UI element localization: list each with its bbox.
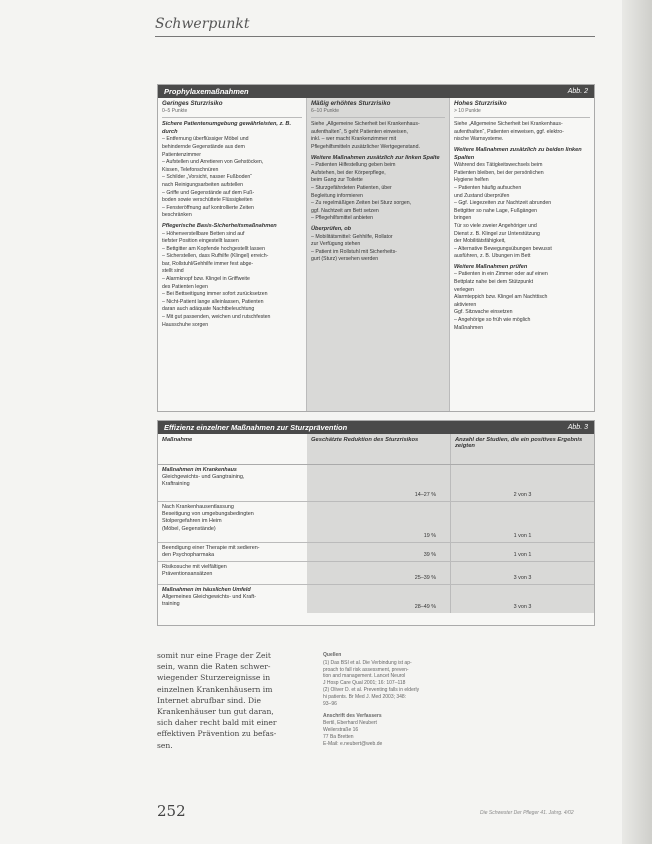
- measure-line: – Schilder „Vorsicht, nasser Fußboden“: [162, 174, 252, 181]
- sources-title: Quellen: [323, 652, 342, 658]
- risk-column-points: 6–10 Punkte: [311, 108, 445, 119]
- measure-line: Begleitung informieren: [311, 192, 363, 199]
- header-measure: Maßnahme: [162, 437, 193, 443]
- measure-line: Ggf. Sitzwache einsetzen: [454, 309, 513, 316]
- measure-line: Während des Tätigkeitswechsels beim: [454, 162, 543, 169]
- measure-line: Dienst z. B. Klingel zur Unterstützung: [454, 230, 540, 237]
- measure-line: tiefster Position eingestellt lassen: [162, 238, 239, 245]
- risk-column-heading: Hohes Sturzrisiko: [454, 100, 507, 107]
- section-title: Schwerpunkt: [155, 16, 250, 32]
- measure-line: – Patient im Rollstuhl mit Sicherheits-: [311, 248, 397, 255]
- measure-line: – Entfernung überflüssiger Möbel und: [162, 136, 249, 143]
- measure-line: aufenthalten“, 5 geht Patienten einweisen,: [311, 128, 408, 135]
- measure-block-heading: Pflegerische Basis-Sicherheitsmaßnahmen: [162, 222, 277, 229]
- measure-text: Kraftraining: [162, 481, 190, 488]
- measure-line: Kissen, Telefonschnüren: [162, 166, 219, 173]
- efficiency-title-bar: [158, 421, 594, 434]
- reduction-cell: 14–27 %: [307, 465, 450, 501]
- measure-line: stellt sind: [162, 268, 184, 275]
- measure-line: – Mit gut passenden, weichen und rutschfesten: [162, 314, 271, 321]
- measure-text: Risikosuche mit vielfältigen: [162, 564, 227, 570]
- reduction-cell: 25–39 %: [307, 562, 450, 584]
- measure-cell: [158, 502, 307, 542]
- measure-line: – Patienten häufig aufsuchen: [454, 184, 522, 191]
- address-title: Anschrift des Verfassers: [323, 713, 382, 720]
- risk-column-heading: Mäßig erhöhtes Sturzrisiko: [311, 100, 391, 107]
- page-number: 252: [157, 802, 186, 820]
- measure-line: Hausschuhe sorgen: [162, 321, 209, 328]
- sources-block: [323, 652, 443, 747]
- measure-line: Maßnahmen: [454, 324, 484, 331]
- source-line: tion and management. Lancet Neurol: [323, 673, 406, 680]
- measure-text: den Psychopharmaka: [162, 552, 215, 559]
- risk-column: [158, 98, 307, 411]
- measure-line: – Sturzgefährdeten Patienten, über: [311, 184, 392, 191]
- measure-block-heading: Überprüfen, ob: [311, 225, 352, 232]
- studies-cell: 2 von 3: [450, 465, 594, 501]
- body-line: somit nur eine Frage der Zeit: [157, 651, 271, 660]
- body-line: sein, wann die Raten schwer-: [157, 662, 271, 672]
- measure-line: Tür so viele zweier Angehöriger und: [454, 222, 537, 229]
- body-line: einzelnen Krankenhäusern im: [157, 684, 273, 694]
- measure-block-heading: Weitere Maßnahmen zusätzlich zu beiden linken Spalten: [454, 146, 582, 161]
- header-studies: Anzahl der Studien, die ein positives Ergebnis zeigten: [450, 434, 594, 464]
- measure-cell: [158, 562, 307, 584]
- measure-line: – Ggf. Liegezeiten zur Nachtzeit abrunden: [454, 200, 552, 207]
- measure-text: Präventionsansätzen: [162, 571, 213, 578]
- measure-group-heading: Maßnahmen im häuslichen Umfeld: [162, 587, 251, 593]
- measure-line: Hygiene helfen: [454, 177, 489, 184]
- address-line: E-Mail: e.neubert@web.de: [323, 740, 383, 747]
- measure-line: Siehe „Allgemeine Sicherheit bei Krankenhaus-: [311, 121, 420, 128]
- measure-group-heading: Maßnahmen im Krankenhaus: [162, 467, 237, 473]
- prophylaxis-table: [157, 84, 595, 412]
- measure-line: beschränken: [162, 212, 192, 219]
- studies-cell: 1 von 1: [450, 502, 594, 542]
- measure-line: Patienten bleiben, bei der persönlichen: [454, 169, 544, 176]
- body-line: Krankenhäuser tun gut daran,: [157, 707, 274, 717]
- measure-line: – Höhenverstellbare Betten sind auf: [162, 230, 245, 237]
- prophylaxis-title: Prophylaxemaßnahmen: [164, 87, 249, 96]
- measure-text: (Möbel, Gegenstände): [162, 525, 216, 532]
- article-body-text: [157, 650, 305, 751]
- measure-line: Pflegehilfsmitteln zusätzlicher Wertgegenstand.: [311, 143, 420, 150]
- measure-text: Nach Krankenhausentlassung: [162, 504, 234, 510]
- measure-text: Beseitigung von umgebungsbedingten: [162, 511, 254, 518]
- measure-line: – Nicht-Patient lange alleinlassen, Patienten: [162, 298, 264, 305]
- body-line: sen.: [157, 740, 173, 750]
- measure-line: nach Reinigungsarbeiten aufstellen: [162, 181, 244, 188]
- table-row: [158, 543, 594, 562]
- measure-line: der Mobilitätsfähigkeit,: [454, 238, 506, 245]
- measure-line: Aufstehen, bei der Körperpflege,: [311, 169, 386, 176]
- risk-column-points: > 10 Punkte: [454, 108, 590, 119]
- source-line: proach to fall risk assessment, preven-: [323, 666, 409, 673]
- source-line: hi patients. Br Med J. Med 2003; 348:: [323, 693, 407, 700]
- measure-line: Alarmteppich bzw. Klingel am Nachttisch: [454, 294, 548, 301]
- measure-cell: [158, 465, 307, 501]
- efficiency-figure-label: Abb. 3: [567, 424, 588, 431]
- risk-column: [307, 98, 450, 411]
- measure-block-heading: Weitere Maßnahmen prüfen: [454, 263, 528, 270]
- measure-line: – Patienten Hilfestellung geben beim: [311, 162, 396, 169]
- table-row: [158, 562, 594, 585]
- measure-text: Stolpergefahren im Heim: [162, 518, 222, 525]
- measure-line: – Angehörige so früh wie möglich: [454, 317, 531, 324]
- measure-line: – Bettgitter am Kopfende hochgestellt lassen: [162, 245, 265, 252]
- measure-line: beim Gang zur Toilette: [311, 177, 363, 184]
- source-line: J Hosp Care Qual 2001; 16: 107–118: [323, 680, 406, 687]
- journal-footer: Die Schwester Der Pfleger 41. Jahrg. 4/02: [480, 810, 574, 816]
- body-line: wiegender Sturzereignisse in: [157, 673, 271, 683]
- measure-block-heading: Sichere Patientenumgebung gewährleisten, z. B. durch: [162, 121, 291, 135]
- measure-text: Beendigung einer Therapie mit sedieren-: [162, 545, 260, 551]
- studies-cell: 3 von 3: [450, 585, 594, 613]
- address-lines: [323, 720, 443, 747]
- page-edge-shadow: [622, 0, 652, 844]
- measure-line: behindernde Gegenstände aus dem: [162, 143, 245, 150]
- source-line: 93–96: [323, 700, 337, 707]
- measure-line: bar, Rollstuhl/Gehhilfe immer fest abge-: [162, 260, 254, 267]
- measure-line: – Griffe und Gegenstände auf dem Fuß-: [162, 189, 255, 196]
- measure-line: – Sicherstellen, dass Rufhilfe (Klingel) erreich-: [162, 253, 269, 260]
- body-line: Internet abrufbar sind. Die: [157, 695, 261, 705]
- measure-line: nische Warnsysteme.: [454, 136, 504, 143]
- studies-cell: 1 von 1: [450, 543, 594, 561]
- measure-line: aufenthalten“, Patienten einweisen, ggf. elektro-: [454, 128, 564, 135]
- body-line: effektiven Prävention zu befas-: [157, 729, 277, 739]
- measure-line: Siehe „Allgemeine Sicherheit bei Krankenhaus-: [454, 121, 563, 128]
- sources-list: [323, 660, 443, 708]
- measure-line: inkl. – wer macht Krankenzimmer mit: [311, 136, 397, 143]
- measure-line: aktivieren: [454, 301, 477, 308]
- measure-line: – Bei Bettseitigung immer sofort zurücksetzen: [162, 291, 268, 298]
- studies-cell: 3 von 3: [450, 562, 594, 584]
- measure-line: – Pflegehilfsmittel anbieten: [311, 215, 373, 222]
- measure-line: – Zu regelmäßigen Zeiten bei Sturz sorgen,: [311, 200, 412, 207]
- measure-line: – Fensteröffnung auf kontrollierte Zeiten: [162, 204, 254, 211]
- measure-line: – Mobilitätsmittel: Gehhilfe, Rollator: [311, 233, 393, 240]
- efficiency-title: Effizienz einzelner Maßnahmen zur Sturzprävention: [164, 423, 348, 432]
- efficiency-rows: [158, 465, 594, 613]
- table-row: [158, 465, 594, 502]
- measure-text: training: [162, 601, 180, 608]
- measure-cell: [158, 543, 307, 561]
- measure-line: – Aufstellen und Arretieren von Gehstöcken,: [162, 159, 264, 166]
- measure-line: boden sowie verschüttete Flüssigkeiten: [162, 197, 253, 204]
- risk-column-points: 0–5 Punkte: [162, 108, 302, 119]
- source-line: (2) Oliver D. et al. Preventing falls in elderly: [323, 686, 420, 693]
- address-line: Weilerstraße 16: [323, 726, 359, 733]
- reduction-cell: 28–49 %: [307, 585, 450, 613]
- reduction-cell: 39 %: [307, 543, 450, 561]
- efficiency-header-row: [158, 434, 594, 465]
- measure-text: Allgemeines Gleichgewichts- und Kraft-: [162, 594, 257, 601]
- measure-line: und Zustand überprüfen: [454, 192, 510, 199]
- measure-line: – Alternative Bewegungsübungen bewusst: [454, 245, 552, 252]
- body-line: sich daher recht bald mit einer: [157, 718, 277, 728]
- measure-line: ggf. Nachtzeit am Bett setzen: [311, 207, 379, 214]
- measure-text: Gleichgewichts- und Gangtraining,: [162, 474, 245, 481]
- measure-line: verlegen: [454, 286, 474, 293]
- header-rule: [155, 36, 595, 37]
- risk-column-heading: Geringes Sturzrisiko: [162, 100, 223, 107]
- efficiency-table: [157, 420, 595, 626]
- measure-cell: [158, 585, 307, 613]
- address-line: Bertil, Eberhard Neubert: [323, 720, 377, 727]
- measure-line: – Patienten in ein Zimmer oder auf einen: [454, 271, 548, 278]
- measure-line: daran auch adäquate Nachtbeleuchtung: [162, 306, 255, 313]
- measure-line: – Alarmknopf bzw. Klingel in Griffweite: [162, 276, 250, 283]
- measure-line: Bettgitter so nahe Lage, Fußgängen: [454, 207, 538, 214]
- measure-line: ausführen, z. B. Übungen im Bett: [454, 253, 531, 260]
- measure-line: Patientenzimmer: [162, 151, 201, 158]
- prophylaxis-figure-label: Abb. 2: [567, 88, 588, 95]
- measure-line: des Patienten legen: [162, 283, 208, 290]
- measure-line: gurt (Sturz) versehen werden: [311, 256, 379, 263]
- header-reduction: Geschätzte Reduktion des Sturzrisikos: [307, 434, 450, 464]
- measure-line: zur Verfügung stehen: [311, 241, 361, 248]
- prophylaxis-columns: [158, 98, 594, 411]
- reduction-cell: 19 %: [307, 502, 450, 542]
- measure-line: bringen: [454, 215, 472, 222]
- table-row: [158, 585, 594, 613]
- prophylaxis-title-bar: [158, 85, 594, 98]
- address-line: 77 Ba Bretten: [323, 733, 354, 740]
- table-row: [158, 502, 594, 543]
- measure-line: Bettplatz nahe bei dem Stützpunkt: [454, 279, 534, 286]
- risk-column: [450, 98, 594, 411]
- measure-block-heading: Weitere Maßnahmen zusätzlich zur linken Spalte: [311, 154, 440, 161]
- source-line: (1) Das BSI et al. Die Verbindung ist ap-: [323, 659, 412, 666]
